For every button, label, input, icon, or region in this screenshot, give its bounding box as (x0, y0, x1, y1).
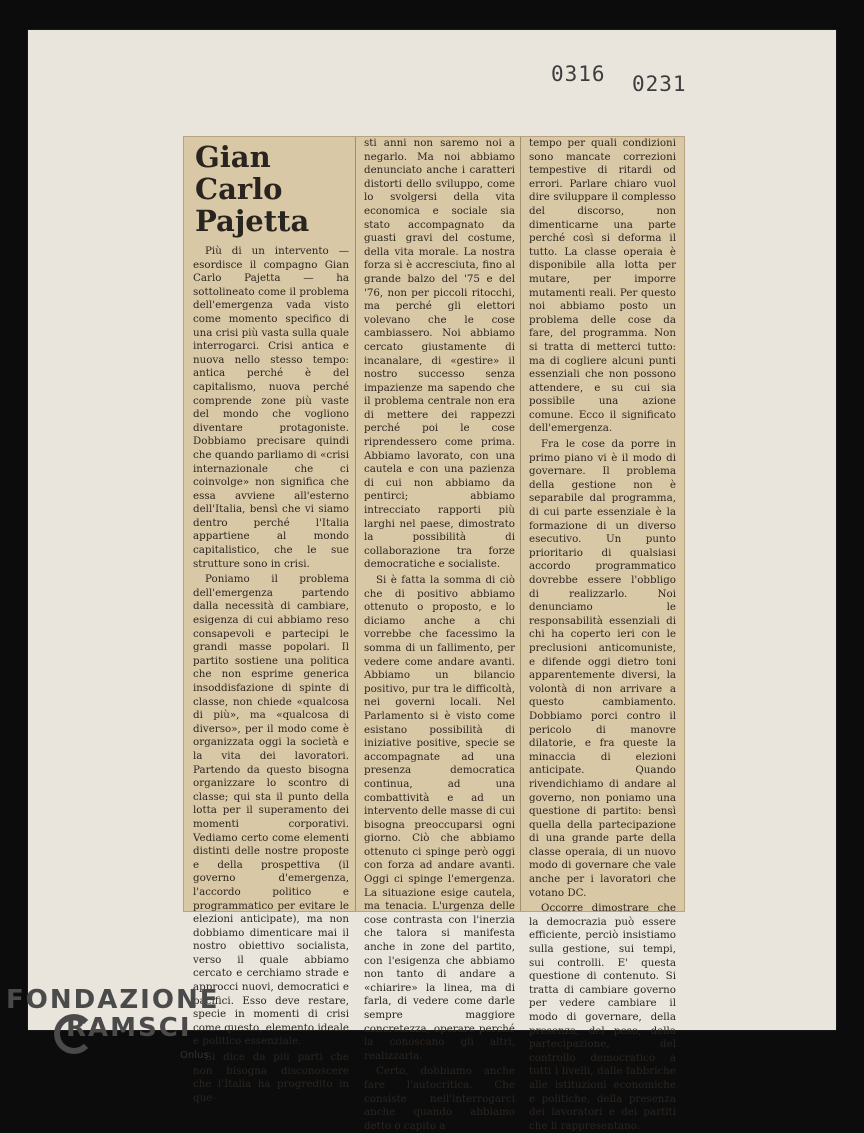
paragraph: sti anni non saremo noi a negarlo. Ma noi abbiamo denunciato anche i caratteri distorti dello sviluppo, come lo svolgersi della vita economica e sociale sia stato accompagnato da guasti gravi del costume, della vita morale. La nostra forza si è accresciuta, fino al grande balzo del '75 e del '76, non per piccoli ritocchi, ma perché gli elettori volevano che le cose cambiassero. Noi abbiamo cercato giustamente di incanalare, di «gestire» il nostro successo senza impazienze ma sapendo che il problema centrale non era di mettere dei rappezzi perché poi le cose riprendessero come prima. Abbiamo lavorato, con una cautela e con una pazienza di cui non abbiamo da pentirci; abbiamo intrecciato rapporti più larghi nel paese, dimostrato la possibilità di collaborazione tra forze democratiche e socialiste. (364, 137, 515, 571)
article-column-3 (520, 137, 682, 1132)
paragraph: Fra le cose da porre in primo piano vi è il modo di governare. Il problema della gestione non è separabile dal programma, di cui parte essenziale è la formazione di un diverso esecutivo. Un punto prioritario di qualsiasi accordo programmatico dovrebbe essere l'obbligo di realizzarlo. Noi denunciamo le responsabilità essenziali di chi ha coperto ieri con le preclusioni anticomuniste, e difende oggi dietro toni apparentemente diversi, la volontà di non arrivare a questo cambiamento. Dobbiamo porci contro il pericolo di manovre dilatorie, e fra queste la minaccia di elezioni anticipate. Quando rivendichiamo di andare al governo, non poniamo una questione di partito: bensì quella della partecipazione di una grande parte della classe operaia, di un nuovo modo di governare che vale anche per i lavoratori che votano DC. (529, 438, 676, 899)
article-headline: Gian Carlo Pajetta (195, 140, 310, 238)
paragraph: tempo per quali condizioni sono mancate correzioni tempestive di ritardi od errori. Parlare chiaro vuol dire sviluppare il complesso del discorso, non dimenticarne una parte perché così si deforma il tutto. La classe operaia è disponibile alla lotta per mutare, per imporre mutamenti reali. Per questo noi abbiamo posto un problema delle cose da fare, del programma. Non si tratta di metterci tutto: ma di cogliere alcuni punti essenziali che non possono attendere, e su cui sia possibile una azione comune. Ecco il significato dell'emergenza. (529, 137, 676, 435)
paragraph: Occorre dimostrare che la democrazia può essere efficiente, perciò insistiamo sulla gestione, sui tempi, sui controlli. E' questa questione di contenuto. Si tratta di cambiare governo per vedere cambiare il modo di governare, della presenza, del peso, della partecipazione, del controllo democratico a tutti i livelli, dalle fabbriche alle istituzioni economiche e politiche, della presenza dei lavoratori e dei partiti che li rappresentano. (529, 902, 676, 1132)
watermark-g-logo-icon (54, 1014, 94, 1054)
watermark-line1: FONDAZIONE (6, 985, 220, 1015)
fondazione-watermark (6, 986, 219, 1042)
paragraph: Si è fatta la somma di ciò che di positivo abbiamo ottenuto o proposto, e lo diciamo anche a chi vorrebbe che facessimo la somma di un fallimento, per vedere come andare avanti. Abbiamo un bilancio positivo, pur tra le difficoltà, nei governi locali. Nel Parlamento si è visto come esistano possibilità di iniziative positive, specie se accompagnate ad una presenza democratica continua, ad una combattività e ad un intervento delle masse di cui bisogna preoccuparsi ogni giorno. Ciò che abbiamo ottenuto ci spinge però oggi con forza ad andare avanti. Oggi ci spinge l'emergenza. La situazione esige cautela, ma tenacia. L'urgenza delle cose contrasta con l'inerzia che talora si manifesta anche in zone del partito, con l'esigenza che abbiamo non tanto di andare a «chiarire» la linea, ma di farla, di vedere come darle sempre maggiore concretezza, operare perché la conoscano gli altri, realizzarla. (364, 574, 515, 1062)
archive-number-right: 0231 (632, 72, 687, 96)
watermark-line2: RAMSCI (66, 1013, 192, 1043)
watermark-small-text: Onlus (180, 1050, 209, 1061)
paragraph: Poniamo il problema dell'emergenza partendo dalla necessità di cambiare, esigenza di cui abbiamo reso consapevoli e partecipi le grandi masse popolari. Il partito sostiene una politica che non esprime generica insoddisfazione di spinte di classe, non chiede «qualcosa di più», ma «qualcosa di diverso», per il modo come è organizzata oggi la società e la vita dei lavoratori. Partendo da questo bisogna organizzare lo scontro di classe; qui sta il punto della lotta per il superamento dei momenti corporativi. Vediamo certo come elementi distinti delle nostre proposte e della prospettiva (il governo d'emergenza, l'accordo politico e programmatico per evitare le elezioni anticipate), ma non dobbiamo dimenticare mai il nostro obiettivo socialista, verso il quale abbiamo cercato e cerchiamo strade e approcci nuovi, democratici e pacifici. Esso deve restare, specie in momenti di crisi come questo, elemento ideale e politico essenziale. (193, 573, 349, 1048)
paragraph: Più di un intervento — esordisce il compagno Gian Carlo Pajetta — ha sottolineato come il problema dell'emergenza vada visto come momento specifico di una crisi più vasta sulla quale interrogarci. Crisi antica e nuova nello stesso tempo: antica perché è del capitalismo, nuova perché comprende zone più vaste del mondo che vogliono diventare protagoniste. Dobbiamo precisare quindi che quando parliamo di «crisi internazionale che ci coinvolge» non significa che essa avviene all'esterno dell'Italia, bensì che vi siamo dentro perché l'Italia appartiene al mondo capitalistico, che le sue strutture sono in crisi. (193, 245, 349, 570)
article-column-2 (355, 137, 521, 1132)
archive-number-left: 0316 (551, 62, 606, 86)
paragraph: Certo, dobbiamo anche fare l'autocritica. Che consiste nell'interrogarci anche quando abbiamo detto o capito a (364, 1065, 515, 1132)
paragraph: Si dice da più parti che non bisogna disconoscere che l'Italia ha progredito in que- (193, 1051, 349, 1104)
